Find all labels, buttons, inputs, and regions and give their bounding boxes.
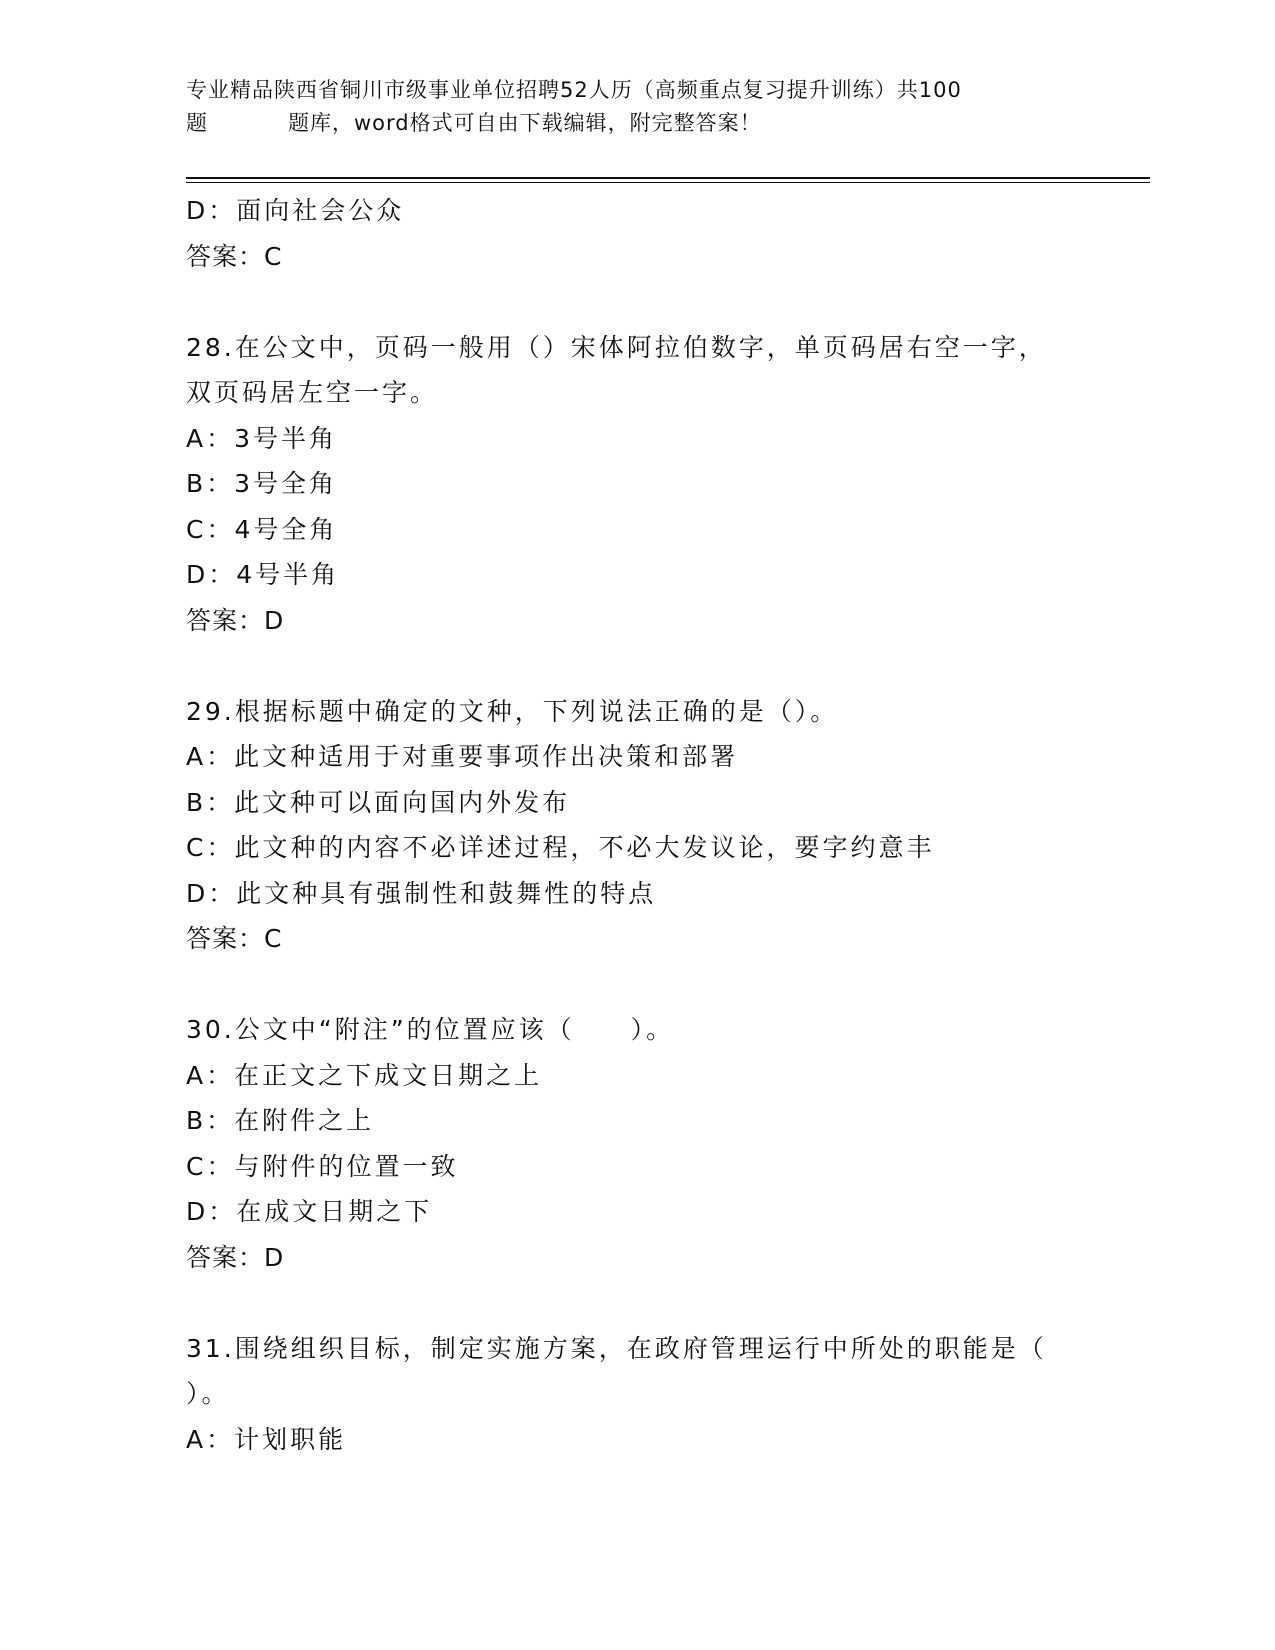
spacer [186, 643, 1086, 689]
option-d: D：在成文日期之下 [186, 1197, 433, 1226]
option-c: C：4号全角 [186, 514, 338, 544]
option-b: B：此文种可以面向国内外发布 [186, 787, 571, 817]
option-b: B：3号全角 [186, 469, 338, 498]
option-d: D：面向社会公众 [186, 196, 405, 225]
header-line-2-prefix: 题 [186, 111, 208, 135]
answer: 答案：D [186, 605, 285, 635]
header-divider-thick [186, 177, 1150, 179]
header-line-2 [186, 107, 1066, 140]
option-c: C：与附件的位置一致 [186, 1151, 459, 1181]
header-divider-thin [186, 182, 1150, 183]
answer: 答案：C [186, 241, 283, 271]
option-a: A：此文种适用于对重要事项作出决策和部署 [186, 742, 739, 771]
question-stem: 28.在公文中，页码一般用（）宋体阿拉伯数字，单页码居右空一字， [186, 332, 1047, 362]
option-c: C：此文种的内容不必详述过程，不必大发议论，要字约意丰 [186, 833, 935, 862]
option-a: A：3号半角 [186, 423, 338, 453]
question-stem: 30.公文中“附注”的位置应该（ ）。 [186, 1015, 675, 1044]
header-line-1: 专业精品陕西省铜川市级事业单位招聘52人历（高频重点复习提升训练）共100 [186, 78, 962, 102]
document-body [186, 188, 1086, 1462]
answer: 答案：C [186, 924, 283, 953]
option-d: D：此文种具有强制性和鼓舞性的特点 [186, 878, 657, 908]
option-a: A：计划职能 [186, 1424, 347, 1454]
spacer [186, 279, 1086, 325]
option-a: A：在正文之下成文日期之上 [186, 1060, 543, 1090]
option-b: B：在附件之上 [186, 1106, 375, 1135]
question-stem: 29.根据标题中确定的文种，下列说法正确的是（）。 [186, 696, 839, 726]
spacer [186, 962, 1086, 1008]
option-d: D：4号半角 [186, 560, 340, 589]
question-stem: 31.围绕组织目标，制定实施方案，在政府管理运行中所处的职能是（ [186, 1333, 1047, 1363]
question-stem-continued: ）。 [186, 1379, 230, 1408]
spacer [186, 1280, 1086, 1326]
answer: 答案：D [186, 1242, 285, 1272]
question-stem-continued: 双页码居左空一字。 [186, 378, 439, 407]
header-line-2-text: 题库，word格式可自由下载编辑，附完整答案！ [288, 111, 762, 135]
page-header [186, 74, 1066, 140]
